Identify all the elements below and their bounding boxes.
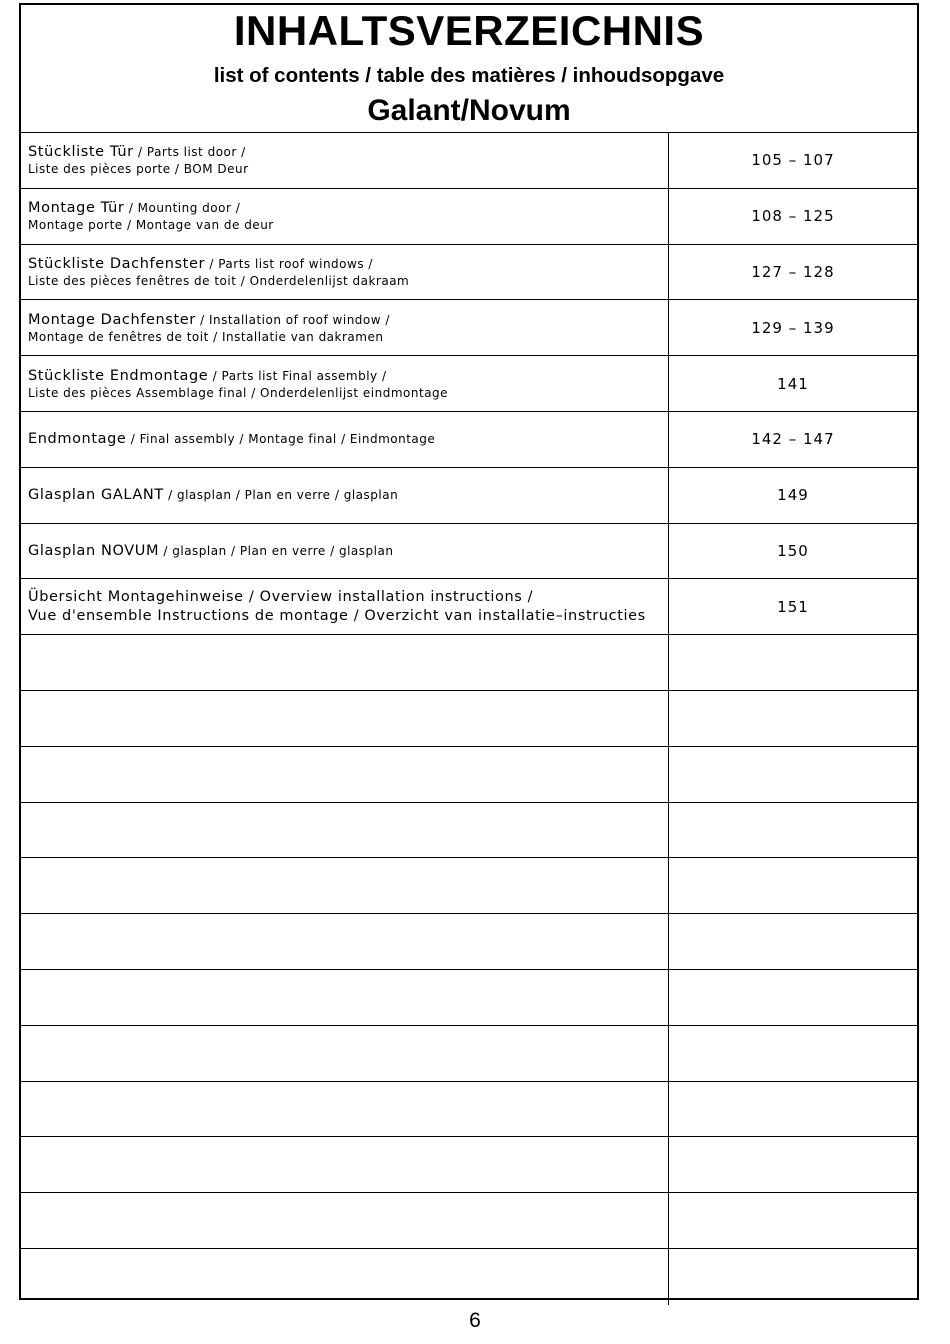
entry-pages: 129 – 139: [751, 318, 835, 337]
table-row: [21, 468, 917, 524]
entry-pages: 127 – 128: [751, 262, 835, 281]
contents-table: [21, 133, 917, 1305]
table-row: [21, 579, 917, 635]
entry-subtitle: / Mounting door /: [124, 201, 241, 216]
table-row-empty: [21, 1249, 917, 1305]
document-frame: [19, 3, 919, 1300]
table-row: [21, 412, 917, 468]
entry-translation: Montage de fenêtres de toit / Installatie van dakramen: [28, 329, 384, 344]
entry-subtitle: / Parts list roof windows /: [205, 256, 373, 271]
entry-translation: Liste des pièces fenêtres de toit / Onderdelenlijst dakraam: [28, 273, 410, 288]
table-row: [21, 133, 917, 189]
entry-pages: 151: [777, 597, 809, 616]
entry-subtitle: / Parts list Final assembly /: [208, 368, 387, 383]
page-subtitle: list of contents / table des matières / inhoudsopgave: [213, 64, 725, 87]
header: [21, 5, 917, 133]
entry-pages: 149: [777, 486, 809, 505]
page-number: 6: [469, 1309, 481, 1332]
table-row: [21, 189, 917, 245]
entry-title: Endmontage: [28, 431, 127, 448]
table-row-empty: [21, 970, 917, 1026]
entry-pages: 108 – 125: [751, 207, 835, 226]
entry-title: Stückliste Endmontage: [28, 367, 209, 384]
table-row: [21, 524, 917, 580]
entry-subtitle: / glasplan / Plan en verre / glasplan: [163, 488, 399, 503]
entry-pages: 142 – 147: [751, 430, 835, 449]
entry-title: Glasplan NOVUM: [28, 542, 160, 559]
entry-translation: Liste des pièces porte / BOM Deur: [28, 162, 249, 177]
entry-subtitle: / Final assembly / Montage final / Eindmontage: [126, 432, 436, 447]
table-row-empty: [21, 1082, 917, 1138]
entry-pages: 141: [777, 374, 809, 393]
table-row-empty: [21, 747, 917, 803]
entry-title: Glasplan GALANT: [28, 487, 164, 504]
table-row: [21, 356, 917, 412]
table-row-empty: [21, 691, 917, 747]
entry-title: Stückliste Tür: [28, 144, 134, 161]
table-row-empty: [21, 858, 917, 914]
entry-title: Übersicht Montagehinweise / Overview installation instructions /: [28, 588, 534, 605]
table-row-empty: [21, 1193, 917, 1249]
entry-translation: Montage porte / Montage van de deur: [28, 218, 274, 233]
entry-subtitle: / Parts list door /: [133, 145, 246, 160]
table-row-empty: [21, 1026, 917, 1082]
table-row: [21, 300, 917, 356]
entry-translation: Vue d'ensemble Instructions de montage / Overzicht van installatie–instructies: [28, 607, 646, 624]
table-row: [21, 245, 917, 301]
entry-title: Montage Tür: [28, 200, 125, 217]
table-row-empty: [21, 803, 917, 859]
entry-subtitle: / Installation of roof window /: [195, 312, 390, 327]
table-row-empty: [21, 914, 917, 970]
entry-pages: 150: [777, 541, 809, 560]
entry-pages: 105 – 107: [751, 151, 835, 170]
entry-subtitle: / glasplan / Plan en verre / glasplan: [159, 543, 394, 558]
entry-title: Montage Dachfenster: [28, 311, 196, 328]
table-row-empty: [21, 1137, 917, 1193]
table-row-empty: [21, 635, 917, 691]
entry-translation: Liste des pièces Assemblage final / Onderdelenlijst eindmontage: [28, 385, 449, 400]
page-title: INHALTSVERZEICHNIS: [233, 7, 705, 54]
entry-title: Stückliste Dachfenster: [28, 255, 206, 272]
product-name: Galant/Novum: [367, 94, 571, 127]
